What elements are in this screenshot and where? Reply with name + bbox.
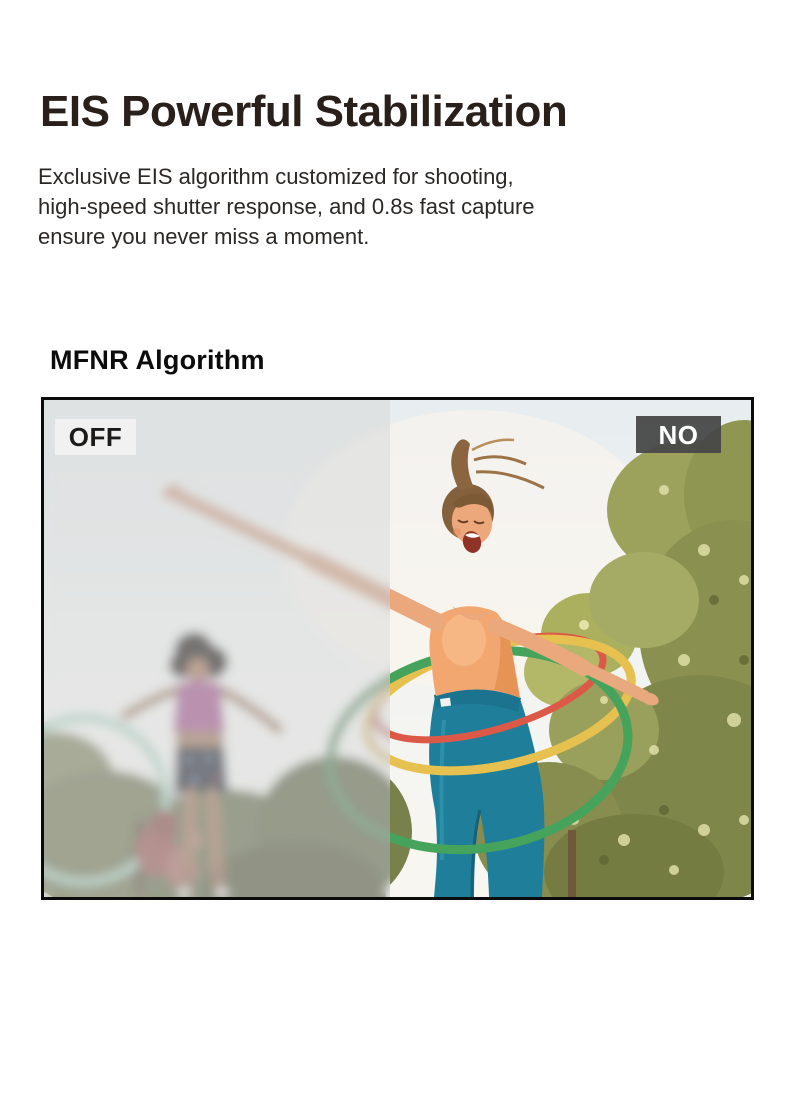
hero-description-line-2: high-speed shutter response, and 0.8s fast capture (38, 194, 535, 220)
comparison-photo (41, 397, 754, 900)
eis-on-badge: NO (636, 416, 721, 453)
hero-description (38, 162, 750, 252)
hero-description-line-3: ensure you never miss a moment. (38, 224, 370, 250)
eis-off-badge: OFF (55, 419, 136, 455)
section-title: MFNR Algorithm (50, 345, 265, 376)
product-page (0, 88, 790, 1094)
page-title: EIS Powerful Stabilization (40, 87, 568, 136)
comparison-photo-art (44, 400, 751, 897)
hero-description-line-1: Exclusive EIS algorithm customized for shooting, (38, 164, 514, 190)
